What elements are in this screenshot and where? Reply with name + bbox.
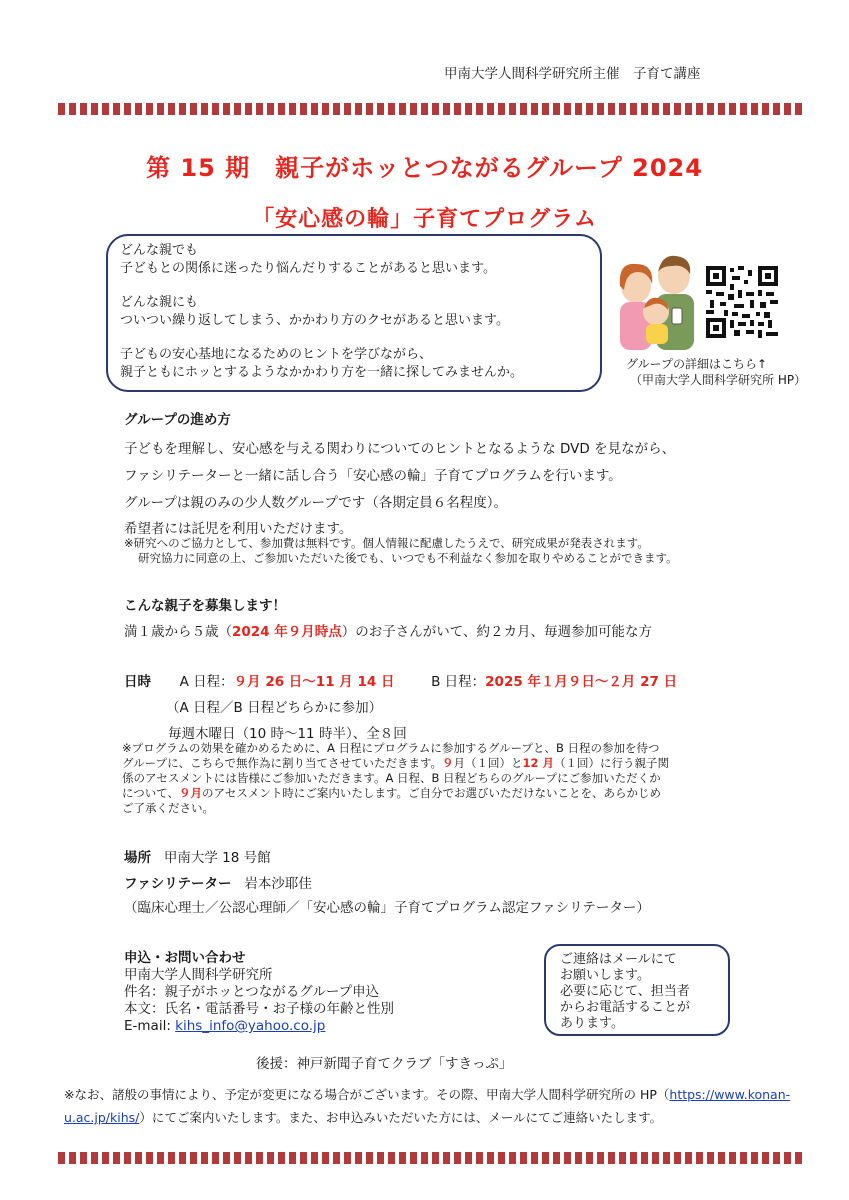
method-line: グループは親のみの少人数グループです（各期定員６名程度）。 xyxy=(124,495,507,511)
facilitator-label: ファシリテーター xyxy=(124,876,232,892)
schedule-choose: （A 日程／B 日程どちらかに参加） xyxy=(166,700,383,716)
intro-line: 親子ともにホッとするようなかかわり方を一緒に探してみませんか。 xyxy=(120,365,524,380)
footer-text: ）にてご案内いたします。また、お申込みいただいた方には、メールにてご連絡いたします。 xyxy=(139,1110,663,1125)
schedule-note-line xyxy=(122,756,734,771)
contact-note-line: あります。 xyxy=(560,1016,624,1031)
recruit-line xyxy=(124,620,652,640)
schedule-note-line: ※プログラムの効果を確かめるために、A 日程にプログラムに参加するグループと、B 日程の参加を待つ xyxy=(122,741,660,755)
note-red-month: ９月 xyxy=(179,786,203,800)
recruit-text: ）のお子さんがいて、約２カ月、毎週参加可能な方 xyxy=(341,624,653,640)
note-text: について、 xyxy=(122,786,180,800)
footer-text: ※なお、諸般の事情により、予定が変更になる場合がございます。その際、甲南大学人間科学研究所の HP（ xyxy=(64,1087,670,1102)
method-heading: グループの進め方 xyxy=(124,412,231,428)
apply-body: 本文：氏名・電話番号・お子様の年齢と性別 xyxy=(124,1001,394,1017)
schedule-label: 日時 xyxy=(124,674,151,690)
email-link[interactable]: kihs_info@yahoo.co.jp xyxy=(175,1018,326,1034)
support-line: 後援：神戸新聞子育てクラブ「すきっぷ」 xyxy=(256,1056,513,1072)
qr-code xyxy=(706,266,778,338)
schedule-note-line xyxy=(122,786,734,801)
facilitator-name: 岩本沙耶佳 xyxy=(244,876,312,892)
schedule-a-dates: ９月 26 日～11 月 14 日 xyxy=(233,674,395,690)
schedule-line xyxy=(124,670,677,690)
method-line: 子どもを理解し、安心感を与える関わりについてのヒントとなるような DVD を見ながら、 xyxy=(124,441,676,457)
intro-line: ついつい繰り返してしまう、かかわり方のクセがあると思います。 xyxy=(120,313,509,328)
schedule-b-label: B 日程： xyxy=(431,674,486,690)
email-label: E-mail: xyxy=(124,1018,176,1034)
organizer-header: 甲南大学人間科学研究所主催 子育て講座 xyxy=(444,66,701,82)
family-illustration xyxy=(612,250,700,352)
top-divider xyxy=(58,103,806,115)
recruit-heading: こんな親子を募集します！ xyxy=(124,598,286,614)
intro-line: どんな親でも xyxy=(120,243,199,258)
schedule-note-line: 係のアセスメントには皆様にご参加いただきます。A 日程、B 日程どちらのグループにご参加いただくか xyxy=(122,771,661,785)
recruit-text: 満１歳から５歳（ xyxy=(124,624,232,640)
schedule-b-dates: 2025 年１月９日～２月 27 日 xyxy=(485,674,678,690)
intro-line: どんな親にも xyxy=(120,295,199,310)
note-text: （１回）に行う親子関 xyxy=(554,756,670,770)
venue-label: 場所 xyxy=(124,850,151,866)
intro-line: 子どもとの関係に迷ったり悩んだりすることがあると思います。 xyxy=(120,261,496,276)
apply-heading: 申込・お問い合わせ xyxy=(124,950,246,966)
footer-url-link[interactable]: u.ac.jp/kihs/ xyxy=(64,1110,140,1125)
contact-note-line: お願いします。 xyxy=(560,968,650,983)
contact-note-line: 必要に応じて、担当者 xyxy=(560,984,690,999)
facilitator-titles: （臨床心理士／公認心理師／「安心感の輪」子育てプログラム認定ファシリテーター） xyxy=(124,900,650,916)
note-text: グループに、こちらで無作為に割り当てさせていただきます。 xyxy=(122,756,443,770)
research-note-line: 研究協力に同意の上、ご参加いただいた後でも、いつでも不利益なく参加を取りやめることができます。 xyxy=(138,551,678,565)
page-subtitle: 「安心感の輪」子育てプログラム xyxy=(252,207,597,232)
contact-note-line: ご連絡はメールにて xyxy=(560,952,677,967)
research-note-line: ※研究へのご協力として、参加費は無料です。個人情報に配慮したうえで、研究成果が発表されます。 xyxy=(124,536,649,550)
note-text: のアセスメント時にご案内いたします。ご自分でお選びいただけないことを、あらかじめ xyxy=(202,786,662,800)
note-red-month: ９ xyxy=(442,756,454,770)
recruit-date-highlight: 2024 年９月時点 xyxy=(232,624,342,640)
apply-org: 甲南大学人間科学研究所 xyxy=(124,967,273,983)
contact-note-box xyxy=(544,944,730,1036)
intro-line: 子どもの安心基地になるためのヒントを学びながら、 xyxy=(120,347,433,362)
apply-email-line xyxy=(124,1018,325,1034)
facilitator-line xyxy=(124,872,312,892)
apply-subject: 件名：親子がホッとつながるグループ申込 xyxy=(124,984,380,1000)
schedule-note-line: ご了承ください。 xyxy=(122,801,214,815)
note-red-month: 12 月 xyxy=(522,756,555,770)
method-line: ファシリテーターと一緒に話し合う「安心感の輪」子育てプログラムを行います。 xyxy=(124,468,622,484)
bottom-divider xyxy=(58,1152,806,1164)
qr-caption: グループの詳細はこちら↑ xyxy=(626,357,768,371)
schedule-weekly: 毎週木曜日（10 時～11 時半）、全８回 xyxy=(168,726,407,742)
schedule-a-label: A 日程： xyxy=(179,674,234,690)
qr-caption-source: （甲南大学人間科学研究所 HP） xyxy=(630,373,807,387)
contact-note-line: からお電話することが xyxy=(560,1000,691,1015)
intro-box xyxy=(106,234,602,392)
schedule-note xyxy=(122,741,734,816)
venue-line xyxy=(124,846,271,866)
footer-note xyxy=(64,1083,804,1129)
research-note xyxy=(124,536,814,566)
footer-url-link[interactable]: https://www.konan- xyxy=(669,1087,791,1102)
venue-value: 甲南大学 18 号館 xyxy=(163,850,271,866)
note-text: 月（１回）と xyxy=(453,756,523,770)
page-title: 第 15 期 親子がホッとつながるグループ 2024 xyxy=(146,154,703,182)
method-line: 希望者には託児を利用いただけます。 xyxy=(124,521,353,537)
